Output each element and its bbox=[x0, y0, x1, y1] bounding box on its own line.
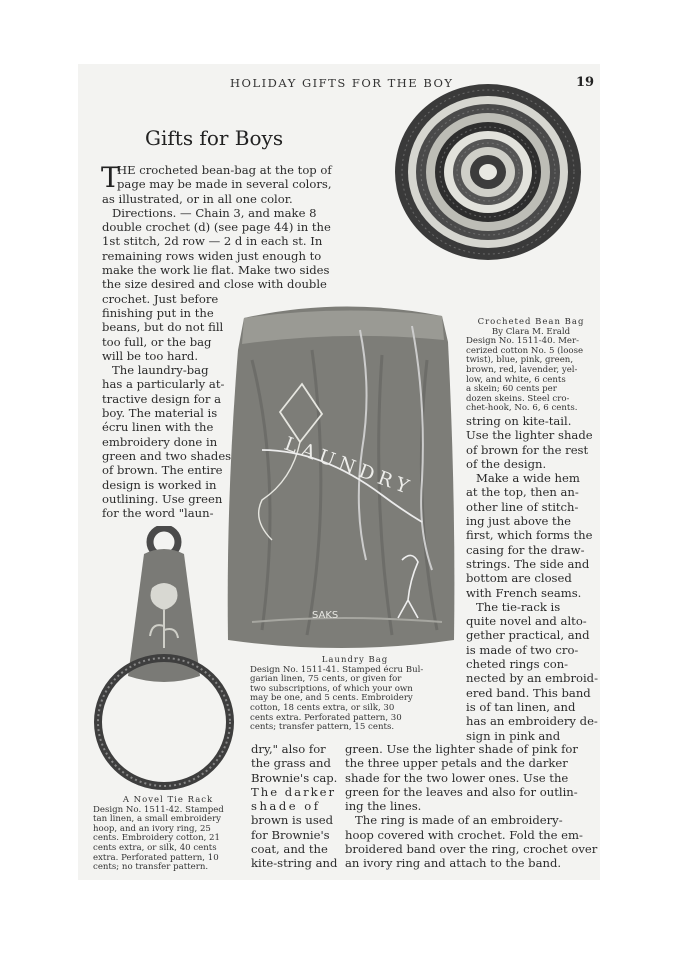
text-line: is made of two cro- bbox=[466, 642, 579, 657]
text-line: for Brownie's bbox=[251, 827, 330, 842]
text-line: The tie-rack is bbox=[476, 599, 561, 614]
caption-author: By Clara M. Erald bbox=[491, 326, 571, 337]
tie-rack-illustration bbox=[88, 526, 248, 796]
caption-line: twist), blue, pink, green, bbox=[466, 355, 574, 366]
caption-line: cents extra. Perforated pattern, 30 bbox=[250, 712, 402, 723]
caption-line: Design No. 1511-42. Stamped bbox=[93, 804, 224, 815]
text-line: will be too hard. bbox=[102, 348, 199, 363]
caption-line: cents; transfer pattern, 15 cents. bbox=[250, 722, 395, 733]
tie-rack-caption bbox=[93, 796, 243, 873]
text-line: kite-string and bbox=[251, 856, 338, 871]
text-line: at the top, then an- bbox=[466, 485, 579, 500]
text-line: coat, and the bbox=[251, 842, 328, 857]
text-line: double crochet (d) (see page 44) in the bbox=[102, 220, 331, 235]
running-header: HOLIDAY GIFTS FOR THE BOY bbox=[230, 76, 454, 90]
text-line: quite novel and alto- bbox=[466, 614, 587, 629]
caption-line: two subscriptions, of which your own bbox=[250, 683, 413, 694]
text-line: cheted rings con- bbox=[466, 657, 569, 672]
caption-line: hoop, and an ivory ring, 25 bbox=[93, 823, 211, 834]
caption-line: cotton, 18 cents extra, or silk, 30 bbox=[250, 702, 395, 713]
caption-line: cents. Embroidery cotton, 21 bbox=[93, 833, 220, 844]
text-line: ing the lines. bbox=[345, 799, 422, 814]
text-line: The ring is made of an embroidery- bbox=[355, 813, 563, 828]
caption-line: chet-hook, No. 6, 6 cents. bbox=[466, 403, 578, 414]
text-line: Make a wide hem bbox=[476, 471, 580, 486]
caption-line: garian linen, 75 cents, or given for bbox=[250, 674, 402, 685]
text-line: broidered band over the ring, crochet over bbox=[345, 842, 598, 857]
text-line: page may be made in several colors, bbox=[117, 177, 332, 192]
text-line: too full, or the bag bbox=[102, 334, 212, 349]
text-line: has a particularly at- bbox=[102, 377, 225, 392]
caption-line: dozen skeins. Steel cro- bbox=[466, 393, 570, 404]
text-line: dry," also for bbox=[251, 742, 326, 756]
text-line: has an embroidery de- bbox=[466, 714, 598, 729]
text-line: beans, but do not fill bbox=[102, 320, 224, 335]
text-line: Brownie's cap. bbox=[251, 770, 338, 785]
caption-line: cents; no transfer pattern. bbox=[93, 862, 209, 873]
text-line: remaining rows widen just enough to bbox=[102, 248, 322, 263]
text-line: nected by an embroid- bbox=[466, 671, 599, 686]
laundry-bag-caption bbox=[250, 656, 460, 733]
bag-signature: SAKS bbox=[312, 610, 339, 621]
drop-cap: T bbox=[101, 161, 120, 194]
text-line: Directions. — Chain 3, and make 8 bbox=[112, 205, 317, 220]
text-line: hoop covered with crochet. Fold the em- bbox=[345, 827, 583, 842]
page-number: 19 bbox=[576, 75, 595, 90]
text-line: sign in pink and bbox=[466, 728, 561, 743]
text-line: string on kite-tail. bbox=[466, 414, 572, 428]
text-line: boy. The material is bbox=[102, 406, 218, 421]
text-line: écru linen with the bbox=[102, 420, 214, 435]
caption-line: may be one, and 5 cents. Embroidery bbox=[250, 693, 413, 704]
column-2-text bbox=[251, 742, 337, 871]
caption-line: a skein; 60 cents per bbox=[466, 384, 557, 395]
text-line: of brown for the rest bbox=[466, 442, 589, 457]
text-line: finishing put in the bbox=[102, 305, 214, 320]
text-line: tractive design for a bbox=[102, 391, 221, 406]
text-line: an ivory ring and attach to the band. bbox=[345, 856, 562, 871]
caption-title: Crocheted Bean Bag bbox=[477, 317, 585, 327]
column-3-text bbox=[466, 414, 598, 743]
text-line: crochet. Just before bbox=[102, 291, 219, 306]
text-line: of brown. The entire bbox=[102, 463, 223, 478]
text-line: 1st stitch, 2d row — 2 d in each st. In bbox=[102, 234, 323, 249]
text-line: the size desired and close with double bbox=[102, 277, 327, 292]
article-title: Gifts for Boys bbox=[145, 126, 284, 150]
bean-bag-caption bbox=[466, 318, 596, 414]
text-line: make the work lie flat. Make two sides bbox=[102, 263, 330, 278]
text-line: the grass and bbox=[251, 756, 331, 771]
caption-line: brown, red, lavender, yel- bbox=[466, 364, 578, 375]
caption-line: low, and white, 6 cents bbox=[466, 374, 566, 385]
embroidered-laundry-word: LAUNDRY bbox=[281, 432, 417, 500]
text-line: green. Use the lighter shade of pink for bbox=[345, 742, 578, 756]
text-line: as illustrated, or in all one color. bbox=[102, 191, 293, 206]
column-1-text bbox=[102, 163, 332, 520]
caption-line: Design No. 1511-40. Mer- bbox=[466, 336, 579, 347]
text-line: first, which forms the bbox=[466, 528, 593, 543]
text-line: ered band. This band bbox=[466, 685, 591, 700]
text-line: embroidery done in bbox=[102, 434, 218, 449]
bottom-text bbox=[345, 742, 597, 871]
caption-title: A Novel Tie Rack bbox=[122, 795, 214, 805]
text-line: the three upper petals and the darker bbox=[345, 756, 568, 771]
bean-bag-illustration bbox=[393, 82, 583, 262]
text-line: shade for the two lower ones. Use the bbox=[345, 770, 569, 785]
text-line: outlining. Use green bbox=[102, 491, 223, 506]
caption-title: Laundry Bag bbox=[321, 655, 389, 665]
text-line: other line of stitch- bbox=[466, 499, 579, 514]
caption-line: Design No. 1511-41. Stamped écru Bul- bbox=[250, 664, 424, 675]
text-line: bottom are closed bbox=[466, 571, 572, 586]
text-line: of the design. bbox=[466, 456, 547, 471]
caption-line: extra. Perforated pattern, 10 bbox=[93, 852, 219, 863]
text-line: design is worked in bbox=[102, 477, 217, 492]
text-line: casing for the draw- bbox=[466, 542, 585, 557]
text-line: shade of bbox=[251, 799, 321, 814]
text-line: brown is used bbox=[251, 813, 334, 828]
text-line: green for the leaves and also for outlin- bbox=[345, 784, 578, 799]
text-line: ing just above the bbox=[466, 514, 572, 529]
caption-line: tan linen, a small embroidery bbox=[93, 814, 222, 825]
text-line: HE crocheted bean-bag at the top of bbox=[117, 163, 332, 177]
caption-line: cerized cotton No. 5 (loose bbox=[466, 345, 584, 356]
text-line: strings. The side and bbox=[466, 556, 590, 571]
text-line: Use the lighter shade bbox=[466, 428, 593, 443]
caption-line: cents extra, or silk, 40 cents bbox=[93, 842, 217, 853]
text-line: The laundry-bag bbox=[112, 363, 209, 378]
text-line: gether practical, and bbox=[466, 628, 590, 643]
text-line: for the word "laun- bbox=[102, 506, 214, 521]
text-line: The darker bbox=[251, 784, 337, 799]
text-line: is of tan linen, and bbox=[466, 699, 576, 714]
text-line: green and two shades bbox=[102, 448, 232, 463]
text-line: with French seams. bbox=[466, 585, 582, 600]
